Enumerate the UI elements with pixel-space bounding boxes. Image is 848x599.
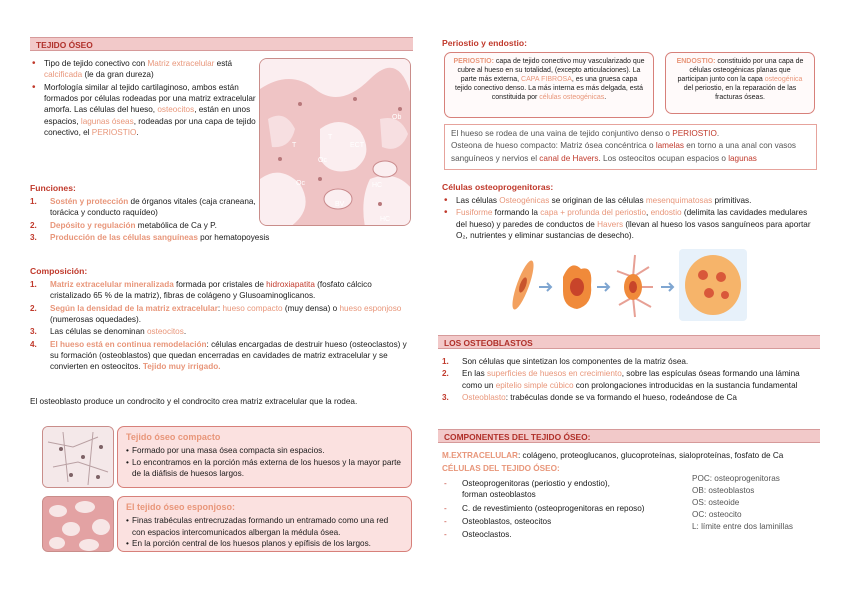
micro-label: HC: [380, 216, 391, 223]
celulas-list: [442, 478, 687, 543]
osteoclast-cell-drawing: [679, 249, 747, 321]
osteoprogenitor-cell-drawing: [508, 259, 537, 312]
spongy-bone-image: [42, 496, 114, 552]
osteoblast-cell-drawing: [563, 265, 591, 309]
compact-bone-image: [42, 426, 114, 488]
osteoprogenitoras-heading: Células osteoprogenitoras:: [442, 182, 554, 192]
legend-item: POC: osteoprogenitoras: [692, 474, 780, 483]
legend-item: OS: osteoide: [692, 497, 740, 507]
micro-label: HC: [372, 182, 383, 189]
intro-block: [30, 58, 260, 139]
arrow-icon: [539, 283, 551, 291]
celula-item: - Osteoclastos.: [442, 529, 687, 540]
card-tejido-compacto: [117, 426, 412, 488]
arrow-icon: [597, 283, 609, 291]
card-esponjoso-item: • Finas trabéculas entrecruzadas formando un entramado como una red con espacios intercomunicados albergan la médula ósea.: [126, 515, 403, 538]
funcion-item: 2. Depósito y regulación metabólica de Ca y P.: [30, 220, 217, 230]
matriz-extracelular-line: M.EXTRACELULAR: colágeno, proteoglucanos, glucoproteínas, sialoproteínas, fosfato de Ca: [442, 451, 784, 460]
micro-label: Oc: [318, 157, 327, 164]
periostio-osteona-frame: [444, 124, 817, 170]
legend-item: L: límite entre dos laminillas: [692, 521, 794, 531]
funcion-item: 1. Sostén y protección de órganos vitales (caja craneana, torácica y conducto raquídeo): [30, 197, 256, 218]
composicion-item: 2. Según la densidad de la matriz extracelular: hueso compacto (muy densa) o hueso esponjoso (numerosas oquedades).: [30, 303, 402, 324]
cell-differentiation-illustration: [505, 247, 748, 323]
celulas-heading: CÉLULAS DEL TEJIDO ÓSEO:: [442, 464, 560, 473]
composicion-heading: Composición:: [30, 266, 88, 276]
intro-paragraph-2: • Morfología similar al tejido cartilaginoso, ambos están formados por células rodeadas por una matriz extracelular amorfa. Las células del hueso, osteocitos, están en unos espacios, lagunas óseas, rodeadas por una capa de tejido conectivo, el PERIOSTIO.: [30, 82, 260, 139]
periostio-heading: Periostio y endostio:: [442, 38, 527, 48]
card-compacto-title: Tejido óseo compacto: [126, 432, 221, 442]
osteoprog-item: • Fusiforme formando la capa + profunda del periostio, endostio (delimita las cavidades medulares del hueso) y paredes de conductos de Havers (llevan al hueso los vasos sanguíneos para aportar O₂, nutrientes y eliminar sustancias de desecho).: [442, 207, 818, 241]
section-title-tejido-oseo: TEJIDO ÓSEO: [30, 37, 413, 51]
card-compacto-item: • Formado por una masa ósea compacta sin espacios.: [126, 445, 403, 456]
card-compacto-item: • Lo encontramos en la porción más externa de los huesos y la mayor parte de la diáfisis de huesos largos.: [126, 457, 403, 480]
composicion-item: 3. Las células se denominan osteocitos.: [30, 327, 187, 337]
osteoprogenitoras-list: [442, 195, 818, 242]
micro-label: ECT: [350, 142, 364, 149]
celula-item: - Osteoblastos, osteocitos: [442, 516, 687, 527]
osteoblasto-item: 3. Osteoblasto: trabéculas donde se va formando el hueso, rodeándose de Ca: [442, 392, 737, 402]
legend-item: OB: osteoblastos: [692, 485, 755, 495]
composicion-item: 1. Matriz extracelular mineralizada formada por cristales de hidroxiapatita (fosfato cálcico cristalizado 65 % de la matriz), fibras de colágeno y Glusoaminoglicanos.: [30, 280, 372, 301]
osteoblastos-list: [442, 356, 818, 404]
intro-paragraph-1: • Tipo de tejido conectivo con Matriz extracelular está calcificada (le da gran dureza): [30, 58, 260, 81]
abbreviation-legend: [692, 473, 812, 532]
micro-label: Oc: [296, 180, 305, 187]
osteoblasto-item: 1. Son células que sintetizan los componentes de la matriz ósea.: [442, 357, 689, 366]
periostio-box: PERIOSTIO: capa de tejido conectivo muy vascularizado que cubre al hueso en su totalidad, (excepto articulaciones). La parte más externa, CAPA FIBROSA, es una gruesa capa tejido conectivo denso. La más interna es más delgada, está constituida por células osteogénicas.: [444, 52, 654, 118]
section-title-osteoblastos: LOS OSTEOBLASTOS: [438, 335, 820, 349]
micro-label: Ob: [392, 114, 402, 121]
endostio-box: ENDOSTIO: constituido por una capa de células osteogénicas planas que participan junto con la capa osteogénica del periostio, en la reparación de las fracturas óseas.: [665, 52, 815, 114]
bone-micrograph-image: [259, 58, 411, 226]
osteoblasto-item: 2. En las superficies de huesos en crecimiento, sobre las espículas óseas formando una lámina como un epitelio simple cúbico con prolongaciones introducidas en la sustancia fundamental: [442, 369, 800, 390]
legend-item: OC: osteocito: [692, 509, 742, 519]
funciones-heading: Funciones:: [30, 183, 76, 193]
card-esponjoso-item: • En la porción central de los huesos planos y epífisis de los largos.: [126, 538, 403, 549]
section-title-componentes: COMPONENTES DEL TEJIDO ÓSEO:: [438, 429, 820, 443]
composicion-list: [30, 279, 413, 374]
micro-label: T: [292, 142, 297, 149]
micro-label: BV: [335, 201, 345, 208]
card-esponjoso-title: El tejido óseo esponjoso:: [126, 502, 236, 512]
composicion-item: 4. El hueso está en continua remodelación: células encargadas de destruir hueso (osteoclastos) y su formación (osteoblastos) que quedan encerradas en cavidades de matriz extracelular y se convierten en osteocitos. Tejido muy irrigado.: [30, 339, 407, 372]
funcion-item: 3. Producción de las células sanguíneas por hematopoyesis: [30, 232, 270, 242]
funciones-list: [30, 196, 270, 244]
micro-label: T: [328, 134, 333, 141]
arrow-icon: [661, 283, 673, 291]
celula-item: - Osteoprogenitoras (periostio y endostio), forman osteoblastos: [442, 478, 687, 501]
closing-sentence: El osteoblasto produce un condrocito y el condrocito crea matriz extracelular que la rodea.: [30, 397, 358, 406]
card-tejido-esponjoso: [117, 496, 412, 552]
osteocyte-cell-drawing: [617, 255, 653, 317]
frame-line-1: El hueso se rodea de una vaina de tejido conjuntivo denso o PERIOSTIO.: [451, 129, 720, 138]
osteoprog-item: • Las células Osteogénicas se originan de las células mesenquimatosas primitivas.: [442, 195, 818, 206]
frame-line-2: Osteona de hueso compacto: Matriz ósea concéntrica o lamelas en torno a una anal con vasos sanguíneos y nervios el canal de Havers. Los osteocitos ocupan espacios o lagunas: [451, 141, 797, 163]
celula-item: - C. de revestimiento (osteoprogenitoras en reposo): [442, 503, 687, 514]
